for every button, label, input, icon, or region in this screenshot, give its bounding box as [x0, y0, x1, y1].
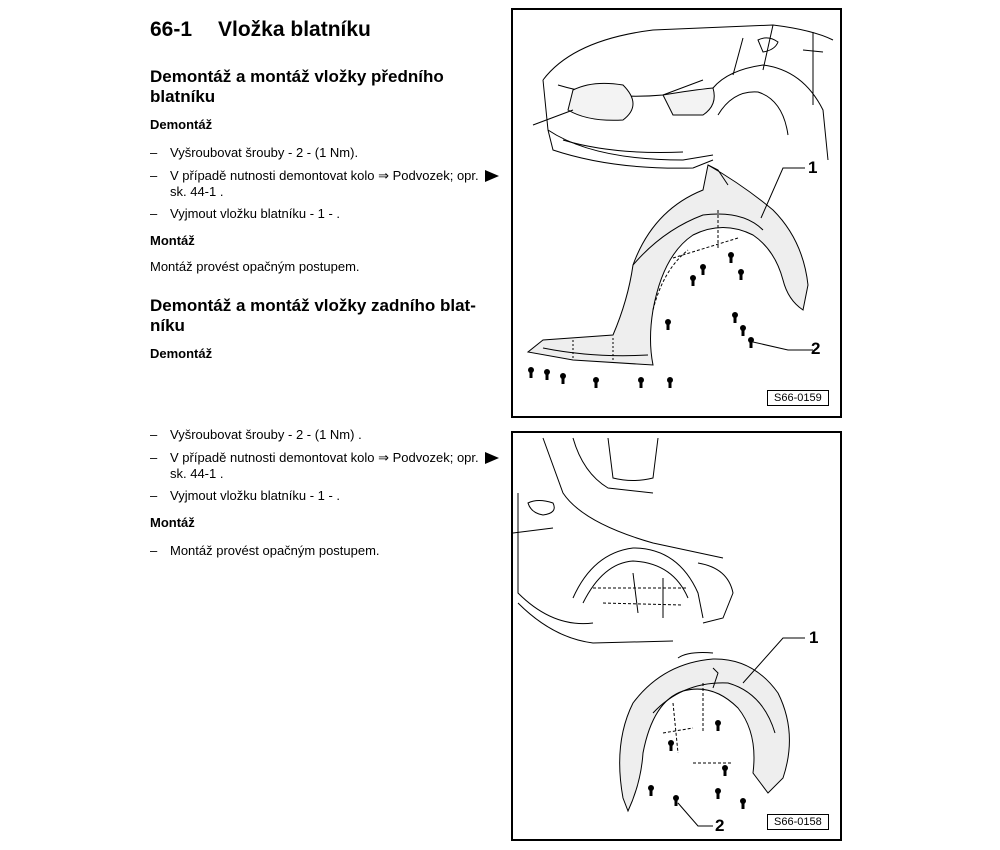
front-heading-line1: Demontáž a montáž vložky předního [150, 67, 444, 86]
rear-install-step: – Montáž provést opačným postupem. [150, 543, 380, 558]
callout-2: 2 [715, 816, 725, 835]
callout-1: 1 [808, 158, 818, 177]
rear-step-3: – Vyjmout vložku blatníku - 1 - . [150, 488, 341, 503]
page-ref-arrow-icon [485, 452, 499, 464]
front-heading-line2: blatníku [150, 87, 216, 106]
dash: – [150, 427, 158, 442]
figure-rear-liner [511, 431, 842, 841]
figure-code: S66-0158 [767, 814, 829, 830]
dash: – [150, 450, 158, 465]
front-removal-label: Demontáž [150, 117, 213, 132]
dash: – [150, 488, 158, 503]
front-step-1: – Vyšroubovat šrouby - 2 - (1 Nm). [150, 145, 359, 160]
rear-removal-label: Demontáž [150, 346, 213, 361]
callout-1: 1 [809, 628, 819, 647]
figure-front-liner [511, 8, 842, 418]
dash: – [150, 543, 158, 558]
front-liner-drawing [513, 10, 842, 418]
front-step-3: – Vyjmout vložku blatníku - 1 - . [150, 206, 341, 221]
rear-heading [150, 296, 500, 336]
callout-2: 2 [811, 339, 821, 358]
rear-step-1: – Vyšroubovat šrouby - 2 - (1 Nm) . [150, 427, 362, 442]
dash: – [150, 145, 158, 160]
rear-heading-line2: níku [150, 316, 185, 335]
section-title-text: Vložka blatníku [218, 18, 371, 41]
rear-liner-drawing [513, 433, 842, 841]
dash: – [150, 168, 158, 183]
rear-heading-line1: Demontáž a montáž vložky zadního blat- [150, 296, 476, 315]
rear-step-2: – V případě nutnosti demontovat kolo ⇒ Podvozek; opr. sk. 44-1 . [150, 450, 479, 481]
dash: – [150, 206, 158, 221]
section-number: 66-1 [150, 18, 193, 41]
figure-code: S66-0159 [767, 390, 829, 406]
front-step-2: – V případě nutnosti demontovat kolo ⇒ Podvozek; opr. sk. 44-1 . [150, 168, 479, 199]
front-heading [150, 67, 500, 107]
front-install-label: Montáž [150, 233, 195, 248]
page-ref-arrow-icon [485, 170, 499, 182]
rear-install-label: Montáž [150, 515, 195, 530]
front-install-text: Montáž provést opačným postupem. [150, 259, 360, 274]
section-title [150, 18, 371, 42]
